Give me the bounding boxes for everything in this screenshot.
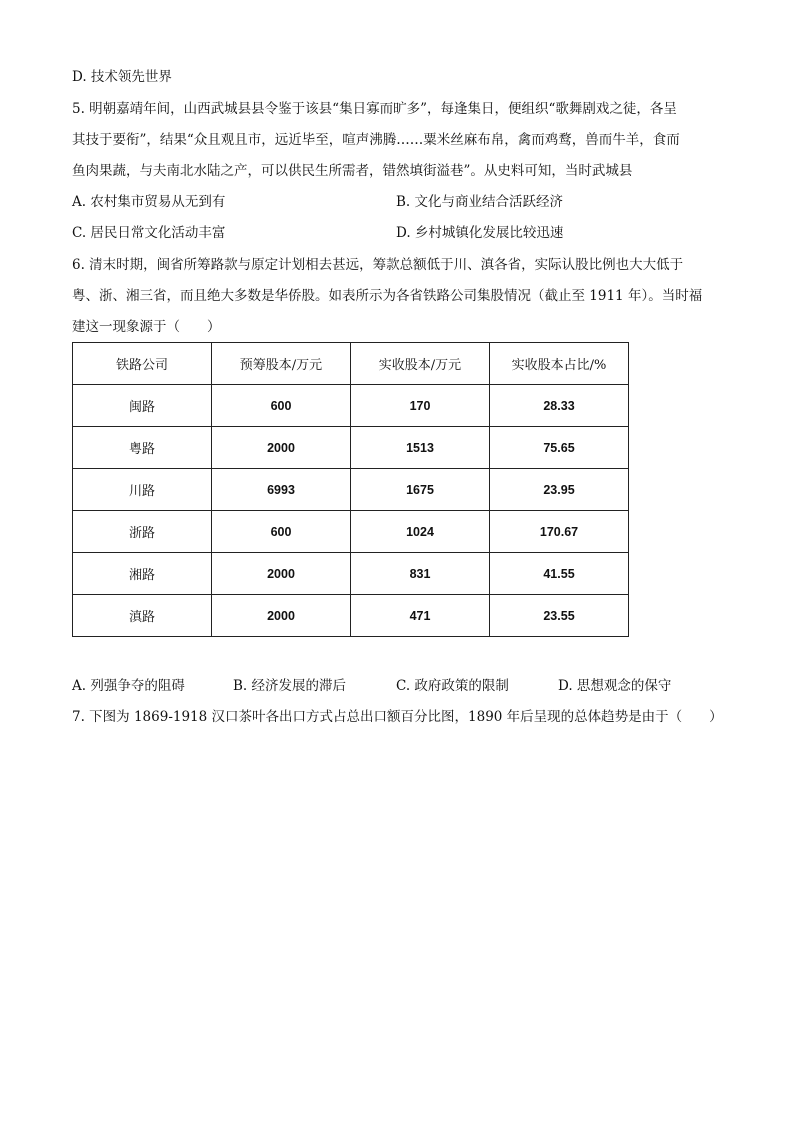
cell-received: 1513 <box>351 427 490 469</box>
cell-planned: 600 <box>212 511 351 553</box>
q5-option-a: A. 农村集市贸易从无到有 <box>72 194 226 210</box>
cell-received: 471 <box>351 595 490 637</box>
q4-option-d: D. 技术领先世界 <box>72 69 172 85</box>
table-header-row <box>73 343 629 385</box>
q5-option-b: B. 文化与商业结合活跃经济 <box>396 194 564 210</box>
table-row <box>73 385 629 427</box>
cell-received: 1024 <box>351 511 490 553</box>
cell-company: 川路 <box>73 469 212 511</box>
q7-stem: 7. 下图为 1869-1918 汉口茶叶各出口方式占总出口额百分比图，1890 年后呈现的总体趋势是由于（ ） <box>72 709 723 725</box>
cell-company: 闽路 <box>73 385 212 427</box>
cell-received: 831 <box>351 553 490 595</box>
cell-planned: 600 <box>212 385 351 427</box>
q6-stem-line-1: 6. 清末时期，闽省所筹路款与原定计划相去甚远，筹款总额低于川、滇各省，实际认股比例也大大低于 <box>72 257 684 273</box>
header-planned-capital: 预筹股本/万元 <box>212 343 351 385</box>
q6-stem-line-2: 粤、浙、湘三省，而且绝大多数是华侨股。如表所示为各省铁路公司集股情况（截止至 1911 年）。当时福 <box>72 288 703 304</box>
q6-option-c: C. 政府政策的限制 <box>396 678 509 694</box>
header-received-ratio: 实收股本占比/% <box>490 343 629 385</box>
header-received-capital: 实收股本/万元 <box>351 343 490 385</box>
q5-option-c: C. 居民日常文化活动丰富 <box>72 225 226 241</box>
cell-planned: 2000 <box>212 595 351 637</box>
q5-stem-line-2: 其技于要衔”，结果“众且观且市，远近毕至，喧声沸腾……粟米丝麻布帛，禽而鸡鹜，兽而牛羊，食而 <box>72 132 680 148</box>
cell-ratio: 170.67 <box>490 511 629 553</box>
table-row <box>73 595 629 637</box>
cell-company: 粤路 <box>73 427 212 469</box>
table-row <box>73 427 629 469</box>
q5-stem-line-1: 5. 明朝嘉靖年间，山西武城县县令鉴于该县“集日寡而旷多”，每逢集日，便组织“歌舞剧戏之徒，各呈 <box>72 101 677 117</box>
table-row <box>73 511 629 553</box>
q6-stem-line-3: 建这一现象源于（ ） <box>72 319 221 335</box>
q6-option-b: B. 经济发展的滞后 <box>233 678 347 694</box>
cell-received: 1675 <box>351 469 490 511</box>
cell-planned: 6993 <box>212 469 351 511</box>
q6-option-d: D. 思想观念的保守 <box>558 678 672 694</box>
cell-ratio: 41.55 <box>490 553 629 595</box>
cell-planned: 2000 <box>212 427 351 469</box>
cell-company: 湘路 <box>73 553 212 595</box>
cell-ratio: 75.65 <box>490 427 629 469</box>
cell-planned: 2000 <box>212 553 351 595</box>
cell-company: 滇路 <box>73 595 212 637</box>
cell-received: 170 <box>351 385 490 427</box>
cell-ratio: 23.95 <box>490 469 629 511</box>
q5-stem-line-3: 鱼肉果蔬，与夫南北水陆之产，可以供民生所需者，错然填街溢巷”。从史料可知，当时武城县 <box>72 163 633 179</box>
header-company: 铁路公司 <box>73 343 212 385</box>
cell-ratio: 23.55 <box>490 595 629 637</box>
q6-option-a: A. 列强争夺的阻碍 <box>72 678 185 694</box>
table-row <box>73 469 629 511</box>
cell-company: 浙路 <box>73 511 212 553</box>
q5-option-d: D. 乡村城镇化发展比较迅速 <box>396 225 564 241</box>
table-row <box>73 553 629 595</box>
cell-ratio: 28.33 <box>490 385 629 427</box>
railway-stock-table <box>72 342 629 637</box>
